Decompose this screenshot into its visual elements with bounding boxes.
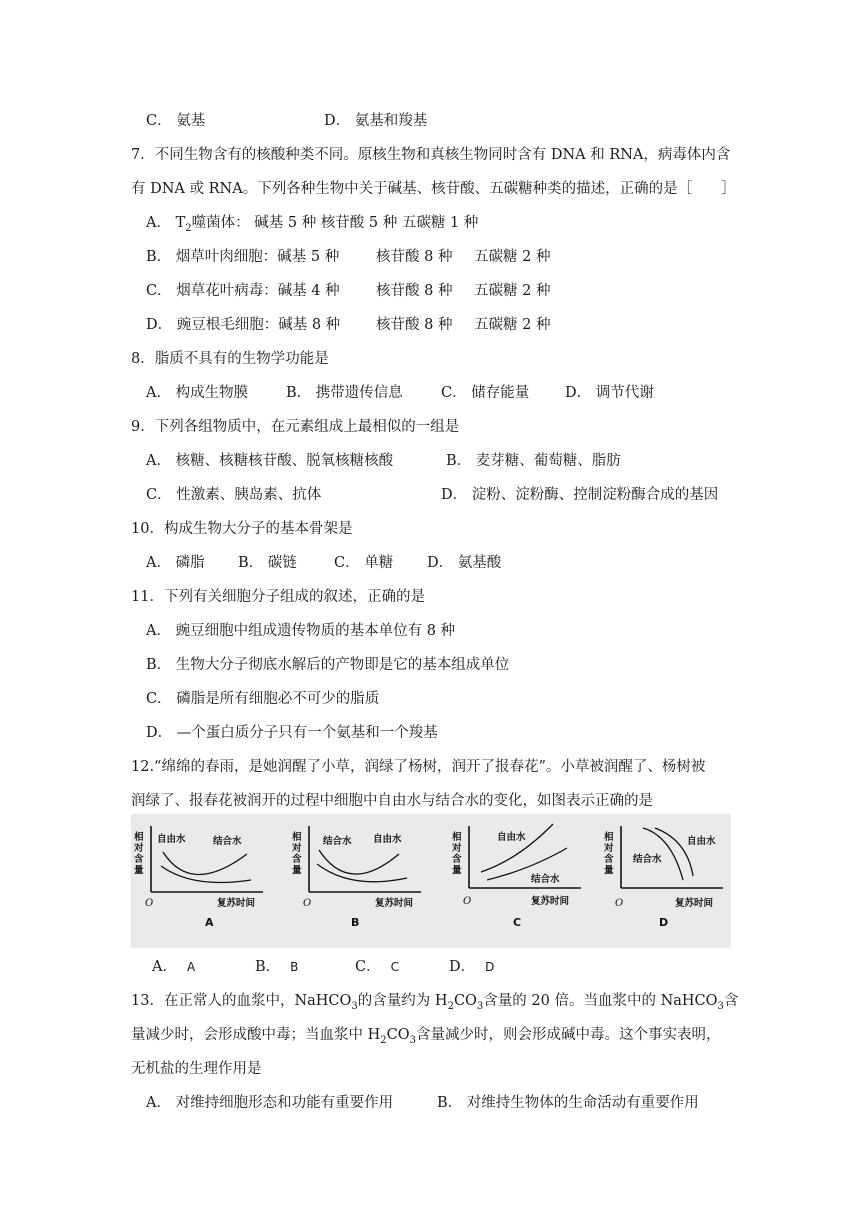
- q13-option-b: B． 对维持生物体的生命活动有重要作用: [437, 1095, 699, 1111]
- svg-text:复苏时间: 复苏时间: [531, 896, 570, 907]
- q11-option-b: B． 生物大分子彻底水解后的产物即是它的基本组成单位: [146, 657, 510, 673]
- ylabel-char: 相: [134, 832, 144, 843]
- svg-text:结合水: 结合水: [323, 836, 352, 847]
- x-axis-label: 复苏时间: [217, 898, 256, 909]
- svg-text:自由水: 自由水: [687, 836, 716, 847]
- svg-text:复苏时间: 复苏时间: [675, 898, 714, 909]
- q13-stem-line-2: 量减少时，会形成酸中毒；当血浆中 $H_2CO_3$含量减少时，则会形成碱中毒。这个事实表明，: [131, 1027, 721, 1046]
- caption-b: B: [351, 916, 360, 929]
- q13-stem-line-1: 13．在正常人的血浆中，NaHCO$_3$的含量约为 $H_2CO_3$含量的 20 倍。当血浆中的 NaHCO$_3$含: [131, 993, 739, 1012]
- q11-option-d: D． —个蛋白质分子只有一个氨基和一个羧基: [146, 725, 438, 741]
- q6-option-c: C． 氨基: [146, 113, 206, 129]
- q8-option-d: D． 调节代谢: [565, 385, 654, 401]
- svg-text:自由水: 自由水: [497, 832, 526, 843]
- svg-text:相对含量: 相对含量: [604, 832, 614, 876]
- origin-label: O: [145, 898, 154, 909]
- q11-stem: 11．下列有关细胞分子组成的叙述，正确的是: [131, 589, 425, 605]
- svg-text:结合水: 结合水: [531, 874, 560, 885]
- caption-d: D: [659, 916, 669, 929]
- free-water-label: 自由水: [157, 834, 186, 845]
- q10-option-c: C． 单糖: [334, 555, 394, 571]
- q7-stem-line-1: 7．不同生物含有的核酸种类不同。原核生物和真核生物同时含有 DNA 和 RNA，病毒体内含: [131, 147, 731, 163]
- q12-option-b: B． B: [255, 959, 299, 975]
- ylabel-char: 对: [134, 843, 144, 854]
- q11-option-c: C． 磷脂是所有细胞必不可少的脂质: [146, 691, 380, 707]
- svg-text:自由水: 自由水: [373, 834, 402, 845]
- svg-text:O: O: [463, 896, 472, 907]
- q10-option-a: A． 磷脂: [146, 555, 205, 571]
- svg-text:相对含量: 相对含量: [292, 832, 302, 876]
- q7-option-a: A． $T_2$噬菌体： 碱基 5 种 核苷酸 5 种 五碳糖 1 种: [146, 215, 479, 234]
- q12-graph-a: [131, 814, 281, 948]
- bound-water-curve: [163, 852, 247, 875]
- ylabel-char: 含: [134, 854, 144, 865]
- q13-option-a: A． 对维持细胞形态和功能有重要作用: [146, 1095, 394, 1111]
- ylabel-char: 量: [134, 865, 144, 876]
- q12-figure: [131, 814, 731, 948]
- svg-text:O: O: [303, 898, 312, 909]
- q8-option-b: B． 携带遗传信息: [286, 385, 403, 401]
- bound-water-label: 结合水: [213, 836, 242, 847]
- caption-c: C: [513, 916, 522, 929]
- q8-option-c: C． 储存能量: [441, 385, 530, 401]
- q10-option-d: D． 氨基酸: [427, 555, 502, 571]
- q9-stem: 9．下列各组物质中，在元素组成上最相似的一组是: [131, 419, 460, 435]
- q10-option-b: B． 碳链: [238, 555, 297, 571]
- q7-stem-line-2: 有 DNA 或 RNA。下列各种生物中关于碱基、核苷酸、五碳糖种类的描述，正确的是［ ］: [131, 181, 736, 197]
- q9-option-c: C． 性激素、胰岛素、抗体: [146, 487, 322, 503]
- svg-text:相对含量: 相对含量: [452, 832, 462, 876]
- q12-graph-c: [449, 814, 599, 948]
- q11-option-a: A． 豌豆细胞中组成遗传物质的基本单位有 8 种: [146, 623, 456, 639]
- free-water-curve: [319, 850, 399, 874]
- q8-stem: 8．脂质不具有的生物学功能是: [131, 351, 329, 367]
- q9-option-b: B． 麦芽糖、葡萄糖、脂肪: [446, 453, 621, 469]
- svg-text:复苏时间: 复苏时间: [375, 898, 414, 909]
- q8-option-a: A． 构成生物膜: [146, 385, 249, 401]
- q12-stem-line-1: 12.“绵绵的春雨，是她润醒了小草，润绿了杨树，润开了报春花”。小草被润醒了、杨树被: [131, 759, 706, 775]
- q12-graph-d: [601, 814, 731, 948]
- q12-graph-b: [289, 814, 439, 948]
- q9-option-a: A． 核糖、核糖核苷酸、脱氧核糖核酸: [146, 453, 394, 469]
- q6-option-d: D． 氨基和羧基: [324, 113, 428, 129]
- caption-a: A: [205, 916, 214, 929]
- q12-stem-line-2: 润绿了、报春花被润开的过程中细胞中自由水与结合水的变化，如图表示正确的是: [131, 793, 653, 809]
- q13-stem-line-3: 无机盐的生理作用是: [131, 1061, 262, 1077]
- q12-option-d: D． D: [449, 959, 495, 975]
- q10-stem: 10．构成生物大分子的基本骨架是: [131, 521, 353, 537]
- svg-text:结合水: 结合水: [633, 854, 662, 865]
- svg-text:相对含量: [133, 831, 144, 876]
- q12-option-a: A． A: [152, 959, 196, 975]
- q9-option-d: D． 淀粉、淀粉酶、控制淀粉酶合成的基因: [441, 487, 719, 503]
- q12-option-c: C． C: [355, 959, 399, 975]
- svg-text:O: O: [615, 898, 624, 909]
